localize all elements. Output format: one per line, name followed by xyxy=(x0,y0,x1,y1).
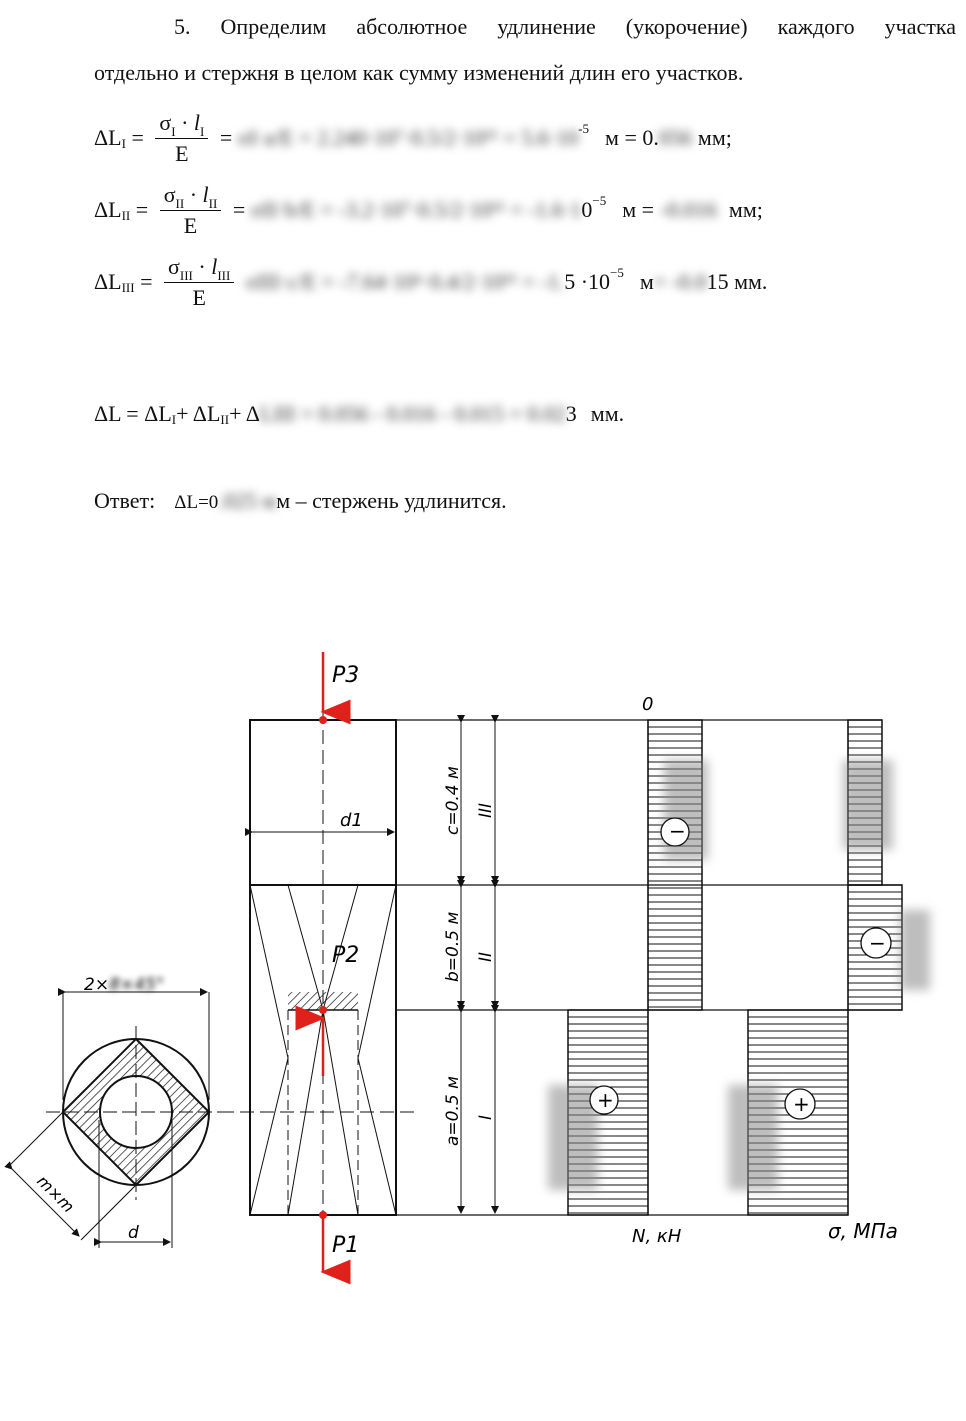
p3-label: P3 xyxy=(332,663,360,688)
d1-label: d1 xyxy=(340,810,363,831)
blurred-values xyxy=(548,760,930,1190)
paragraph-line-2: отдельно и стержня в целом как сумму изменений длин его участков. xyxy=(94,60,744,85)
formula-delta-l3: ΔL III = $\frac{\sigma_{III} \cdot l_{III}}{E}$ σIII·c/E = -7.64·10⁶·0.4/2·10¹¹ = -1. 5 ·10 −5 м = -0.0 15 мм. xyxy=(94,253,768,310)
segment-roman-ii: II xyxy=(476,951,496,962)
blurred-calculation: σI·a/E = 2.240·10⁷·0.5/2·10¹¹ = 5.6·10 xyxy=(237,125,579,150)
segment-dimensions xyxy=(461,722,495,1213)
formula-delta-l2: ΔL II = $\frac{\sigma_{II} \cdot l_{II}}{E}$ = σII·b/E = -3.2·10⁷·0.5/2·10¹¹ = -1.6·1 0 −5 м = -0.016 мм; xyxy=(94,181,763,238)
p2-label: P2 xyxy=(332,943,360,968)
segment-roman-i: I xyxy=(476,1114,496,1120)
answer-line: Ответ: ΔL=0.025 мм – стержень удлинится. xyxy=(94,488,507,513)
d-label: d xyxy=(128,1223,139,1243)
formula-delta-l-total: ΔL = ΔL I + ΔL II + Δ LIII = 0.056 - 0.016 - 0.015 = 0.02 3 мм. xyxy=(94,401,625,427)
segment-roman-iii: III xyxy=(476,802,496,818)
mxm-label: m×m xyxy=(33,1171,79,1217)
p1-label: P1 xyxy=(332,1233,360,1258)
blurred-calculation: LIII = 0.056 - 0.016 - 0.015 = 0.02 xyxy=(259,401,566,426)
blurred-calculation: σIII·c/E = -7.64·10⁶·0.4/2·10¹¹ = -1. xyxy=(245,269,565,294)
section-top-label: 2×8×45° xyxy=(84,975,165,995)
engineering-drawing xyxy=(0,630,966,1320)
sign-plus-n: + xyxy=(597,1088,614,1112)
signs xyxy=(590,818,891,1119)
paragraph-line-1: 5. Определим абсолютное удлинение (укорочение) каждого участка xyxy=(174,14,956,39)
dim-b: b=0.5 м xyxy=(443,911,463,982)
level-lines xyxy=(396,720,902,1215)
sign-minus-n: − xyxy=(669,819,686,843)
bar-column xyxy=(220,690,420,1230)
sign-minus-sigma: − xyxy=(869,931,886,955)
sign-plus-sigma: + xyxy=(793,1092,810,1116)
formula-delta-l1: ΔL I = $\frac{\sigma_I \cdot l_I}{E}$ = σI·a/E = 2.240·10⁷·0.5/2·10¹¹ = 5.6·10 -5 м = 0. 056 мм; xyxy=(94,109,732,166)
dim-a: a=0.5 м xyxy=(443,1076,463,1146)
dim-c: c=0.4 м xyxy=(443,766,463,835)
zero-label: 0 xyxy=(642,694,654,715)
n-axis-label: N, кН xyxy=(632,1226,682,1247)
cross-section xyxy=(8,992,228,1248)
blurred-calculation: σII·b/E = -3.2·10⁷·0.5/2·10¹¹ = -1.6·1 xyxy=(250,197,582,222)
sigma-axis-label: σ, МПа xyxy=(828,1219,898,1243)
